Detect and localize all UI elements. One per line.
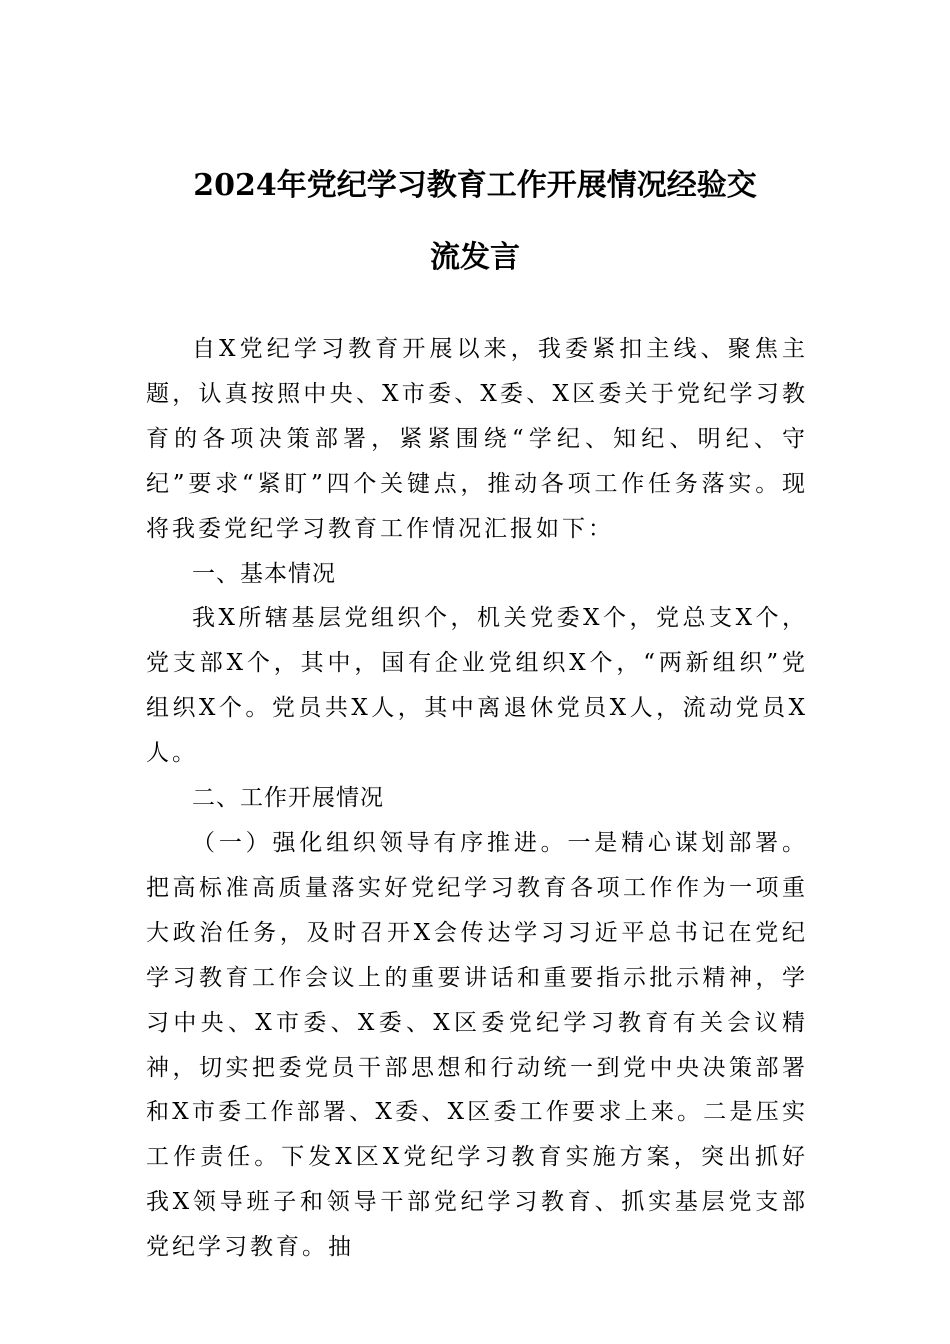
document-body [146, 327, 808, 1270]
section-heading-basic: 一、基本情况 [192, 560, 336, 587]
paragraph-basic: 我X所辖基层党组织个，机关党委X个，党总支X个，党支部X个，其中，国有企业党组织X个，“两新组织”党组织X个。党员共X人，其中离退休党员X人，流动党员X人。 [146, 605, 808, 767]
paragraph-work: （一）强化组织领导有序推进。一是精心谋划部署。把高标准高质量落实好党纪学习教育各项工作作为一项重大政治任务，及时召开X会传达学习习近平总书记在党纪学习教育工作会议上的重要讲话和重要指示批示精神，学习中央、X市委、X委、X区委党纪学习教育有关会议精神，切实把委党员干部思想和行动统一到党中央决策部署和X市委工作部署、X委、X区委工作要求上来。二是压实工作责任。下发X区X党纪学习教育实施方案，突出抓好我X领导班子和领导干部党纪学习教育、抓实基层党支部党纪学习教育。抽 [146, 829, 808, 1261]
section-heading-work: 二、工作开展情况 [192, 785, 384, 812]
document-title [120, 150, 830, 294]
paragraph-intro: 自X党纪学习教育开展以来，我委紧扣主线、聚焦主题，认真按照中央、X市委、X委、X区委关于党纪学习教育的各项决策部署，紧紧围绕“学纪、知纪、明纪、守纪”要求“紧盯”四个关键点，推动各项工作任务落实。现将我委党纪学习教育工作情况汇报如下： [146, 336, 808, 542]
title-line-1: 2024年党纪学习教育工作开展情况经验交 [193, 168, 757, 203]
title-line-2: 流发言 [430, 240, 520, 275]
